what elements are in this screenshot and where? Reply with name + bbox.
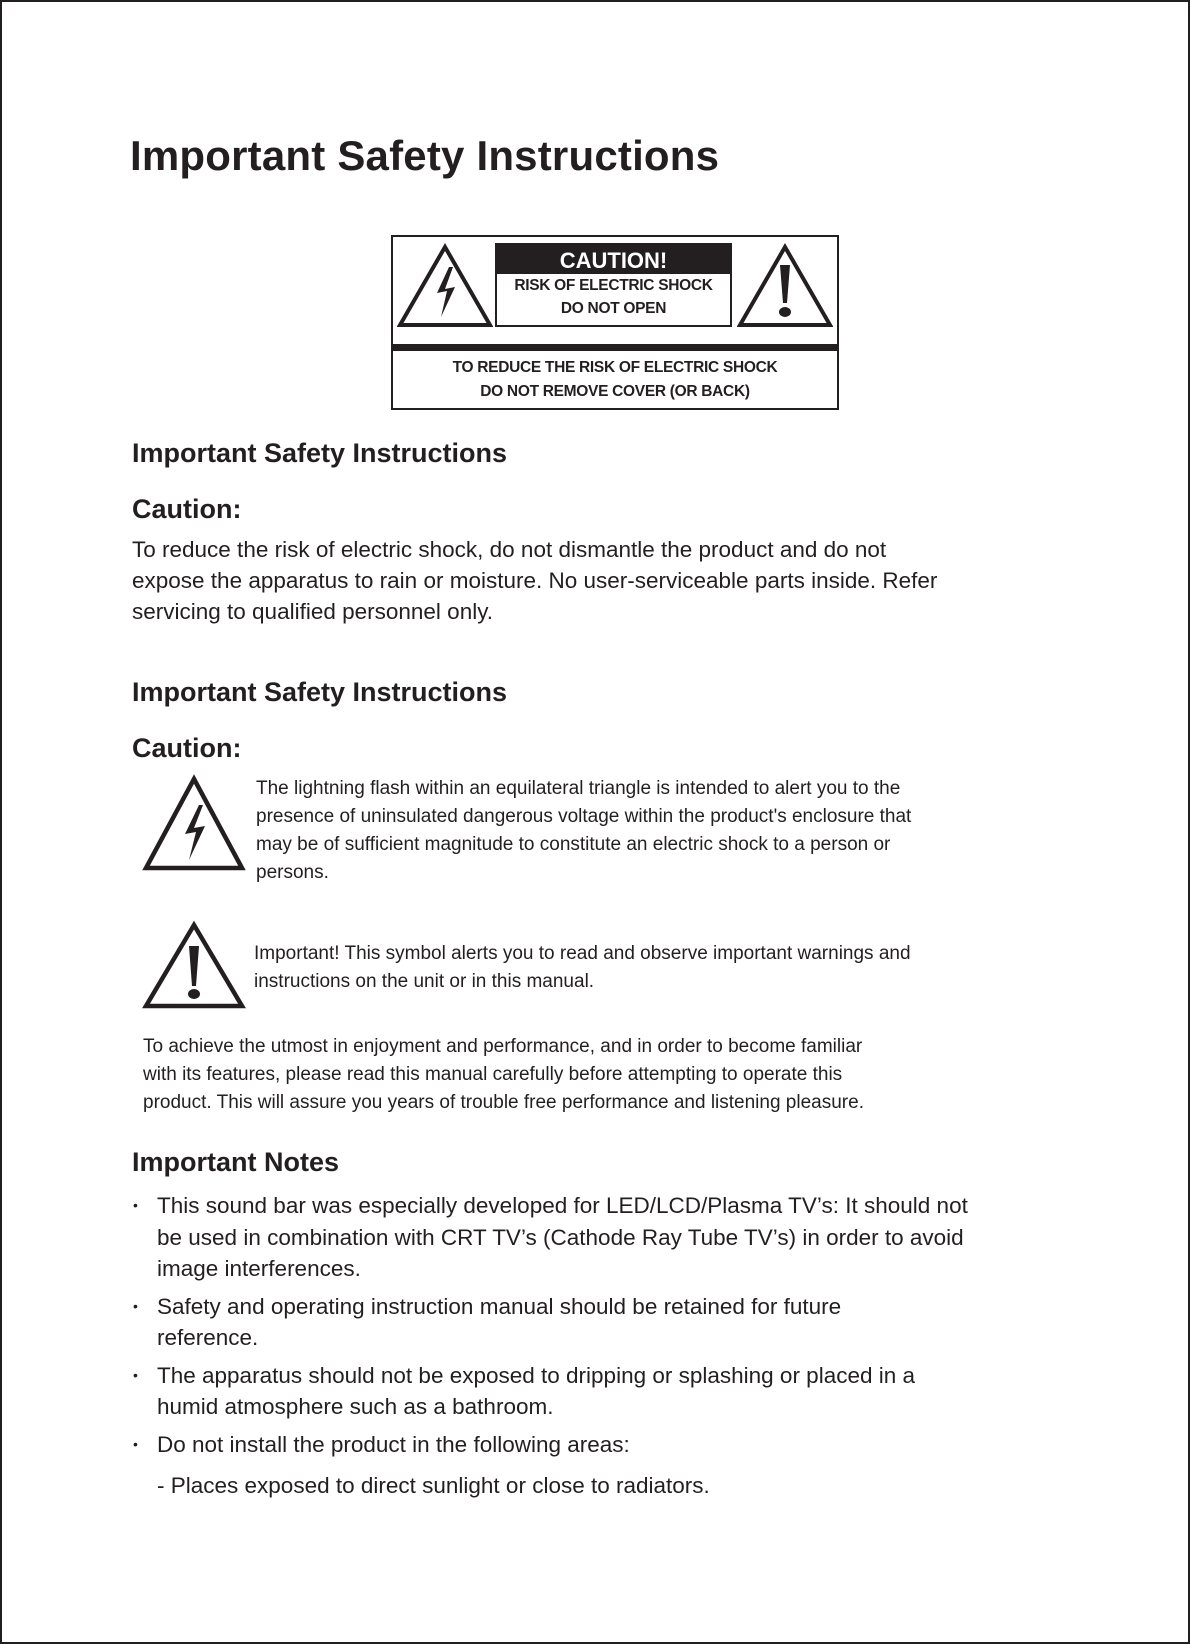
caution-label (391, 235, 839, 410)
caution-heading: CAUTION! (497, 245, 730, 274)
note-2-line-2: reference. (157, 1325, 259, 1350)
notes-list (130, 1190, 1060, 1466)
section1-caution: Caution: (132, 494, 242, 524)
list-item (130, 1291, 1060, 1354)
bullet: • (133, 1366, 138, 1383)
page-title: Important Safety Instructions (130, 132, 720, 179)
exclamation-note (254, 940, 1154, 996)
exclamation-warning-icon (737, 243, 833, 329)
caution-footer (393, 356, 837, 404)
list-item (130, 1429, 1060, 1461)
section1-text-line-1: To reduce the risk of electric shock, do not dismantle the product and do not (132, 537, 887, 562)
note-3-line-2: humid atmosphere such as a bathroom. (157, 1394, 554, 1419)
lightning-note-line-3: may be of sufficient magnitude to constitute an electric shock to a person or (256, 834, 891, 855)
note-1-line-2: be used in combination with CRT TV’s (Cathode Ray Tube TV’s) in order to avoid (157, 1224, 964, 1250)
bullet: • (133, 1435, 138, 1452)
note-4-line-1: Do not install the product in the following areas: (157, 1431, 630, 1457)
section1-text-line-2: expose the apparatus to rain or moisture. No user-serviceable parts inside. Refer (132, 568, 938, 593)
closing-line-2: with its features, please read this manual carefully before attempting to operate this (143, 1064, 843, 1085)
section1-text (132, 534, 1032, 627)
caution-line-2: DO NOT OPEN (560, 300, 667, 317)
notes-heading: Important Notes (132, 1147, 340, 1177)
note-sub-item: - Places exposed to direct sunlight or close to radiators. (157, 1473, 710, 1498)
caution-footer-line-1: TO REDUCE THE RISK OF ELECTRIC SHOCK (452, 359, 778, 376)
section2-caution: Caution: (132, 733, 242, 763)
lightning-note-line-4: persons. (256, 862, 329, 883)
list-item (130, 1190, 1060, 1285)
note-1-line-3: image interferences. (157, 1256, 361, 1281)
note-2-line-1: Safety and operating instruction manual should be retained for future (157, 1293, 842, 1319)
note-3-line-1: The apparatus should not be exposed to dripping or splashing or placed in a (157, 1362, 916, 1388)
caution-line-1: RISK OF ELECTRIC SHOCK (514, 277, 713, 294)
lightning-note-line-1: The lightning flash within an equilateral triangle is intended to alert you to the (256, 778, 901, 799)
exclamation-warning-icon (141, 920, 247, 1012)
bullet: • (133, 1297, 138, 1314)
caution-panel (495, 243, 732, 327)
closing-line-3: product. This will assure you years of trouble free performance and listening pleasure. (143, 1092, 864, 1113)
lightning-warning-icon (141, 774, 247, 874)
section2-heading: Important Safety Instructions (132, 677, 508, 707)
lightning-note-line-2: presence of uninsulated dangerous voltage within the product's enclosure that (256, 806, 912, 827)
closing-paragraph (143, 1033, 1103, 1117)
lightning-note (256, 775, 1156, 887)
note-1-line-1: This sound bar was especially developed for LED/LCD/Plasma TV’s: It should not (157, 1193, 968, 1218)
caution-footer-line-2: DO NOT REMOVE COVER (OR BACK) (480, 383, 750, 400)
closing-line-1: To achieve the utmost in enjoyment and performance, and in order to become familiar (143, 1036, 863, 1057)
lightning-warning-icon (397, 243, 493, 329)
section1-text-line-3: servicing to qualified personnel only. (132, 599, 494, 624)
exclamation-note-line-2: instructions on the unit or in this manual. (254, 971, 595, 992)
bullet: • (133, 1197, 138, 1213)
list-item (130, 1360, 1060, 1423)
exclamation-note-line-1: Important! This symbol alerts you to read and observe important warnings and (254, 943, 911, 964)
caution-divider (393, 344, 837, 351)
section1-heading: Important Safety Instructions (132, 438, 508, 468)
